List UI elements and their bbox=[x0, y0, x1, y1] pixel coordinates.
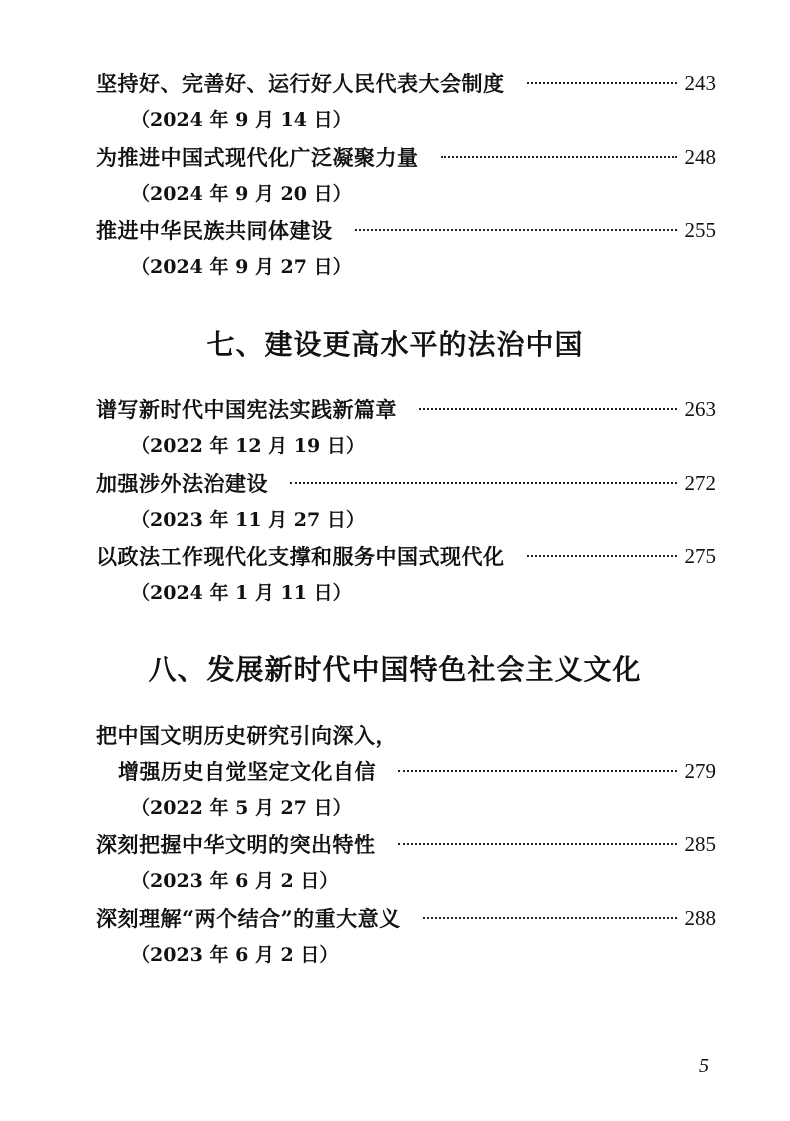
dot-leader bbox=[398, 829, 677, 845]
toc-entry-title[interactable] bbox=[96, 394, 716, 424]
dot-leader bbox=[423, 903, 677, 919]
dot-leader bbox=[419, 394, 677, 410]
toc-entry-title-text: 推进中华民族共同体建设 bbox=[96, 218, 333, 243]
toc-entry-title[interactable] bbox=[96, 142, 716, 172]
toc-entry-title[interactable] bbox=[96, 68, 716, 98]
toc-entry-date: （2022 年 12 月 19 日） bbox=[131, 434, 365, 457]
toc-entry-title[interactable] bbox=[96, 541, 716, 571]
toc-entry-page-number: 272 bbox=[684, 470, 716, 495]
toc-entry-page-number: 263 bbox=[684, 396, 716, 421]
dot-leader bbox=[441, 142, 677, 158]
toc-entry-date: （2023 年 6 月 2 日） bbox=[131, 869, 339, 892]
toc-entry-page-number: 248 bbox=[684, 144, 716, 169]
toc-entry-title-text: 增强历史自觉坚定文化自信 bbox=[118, 759, 376, 784]
toc-entry-title-text: 以政法工作现代化支撑和服务中国式现代化 bbox=[96, 544, 505, 569]
toc-entry-date: （2022 年 5 月 27 日） bbox=[131, 796, 352, 819]
toc-entry-page-number: 275 bbox=[684, 543, 716, 568]
toc-entry-page-number: 243 bbox=[684, 70, 716, 95]
toc-entry-date: （2023 年 11 月 27 日） bbox=[131, 508, 365, 531]
toc-entry-title[interactable] bbox=[96, 829, 716, 859]
toc-entry-page-number: 279 bbox=[684, 758, 716, 783]
toc-entry-page-number: 285 bbox=[684, 831, 716, 856]
dot-leader bbox=[290, 468, 677, 484]
toc-entry-date: （2024 年 1 月 11 日） bbox=[131, 581, 352, 604]
toc-entry-title-text: 深刻理解“两个结合”的重大意义 bbox=[96, 906, 401, 931]
dot-leader bbox=[355, 215, 677, 231]
toc-entry-title-text: 加强涉外法治建设 bbox=[96, 471, 268, 496]
section-heading: 八、发展新时代中国特色社会主义文化 bbox=[148, 653, 642, 686]
toc-entry-title-line1[interactable]: 把中国文明历史研究引向深入， bbox=[96, 723, 397, 748]
toc-entry-title-text: 为推进中国式现代化广泛凝聚力量 bbox=[96, 145, 419, 170]
toc-entry-date: （2024 年 9 月 20 日） bbox=[131, 182, 352, 205]
toc-entry-title[interactable] bbox=[96, 215, 716, 245]
toc-entry-title-text: 深刻把握中华文明的突出特性 bbox=[96, 832, 376, 857]
dot-leader bbox=[527, 541, 677, 557]
toc-entry-page-number: 288 bbox=[684, 905, 716, 930]
toc-entry-date: （2023 年 6 月 2 日） bbox=[131, 943, 339, 966]
toc-entry-page-number: 255 bbox=[684, 217, 716, 242]
toc-entry-title[interactable] bbox=[96, 468, 716, 498]
toc-entry-date: （2024 年 9 月 14 日） bbox=[131, 108, 352, 131]
toc-entry-title-text: 谱写新时代中国宪法实践新篇章 bbox=[96, 397, 397, 422]
toc-entry-title-text: 坚持好、完善好、运行好人民代表大会制度 bbox=[96, 71, 505, 96]
page-number: 5 bbox=[699, 1055, 709, 1077]
section-heading: 七、建设更高水平的法治中国 bbox=[206, 328, 584, 361]
toc-entry-title[interactable] bbox=[96, 903, 716, 933]
toc-entry-date: （2024 年 9 月 27 日） bbox=[131, 255, 352, 278]
toc-entry-title[interactable] bbox=[118, 756, 716, 786]
dot-leader bbox=[527, 68, 677, 84]
dot-leader bbox=[398, 756, 677, 772]
